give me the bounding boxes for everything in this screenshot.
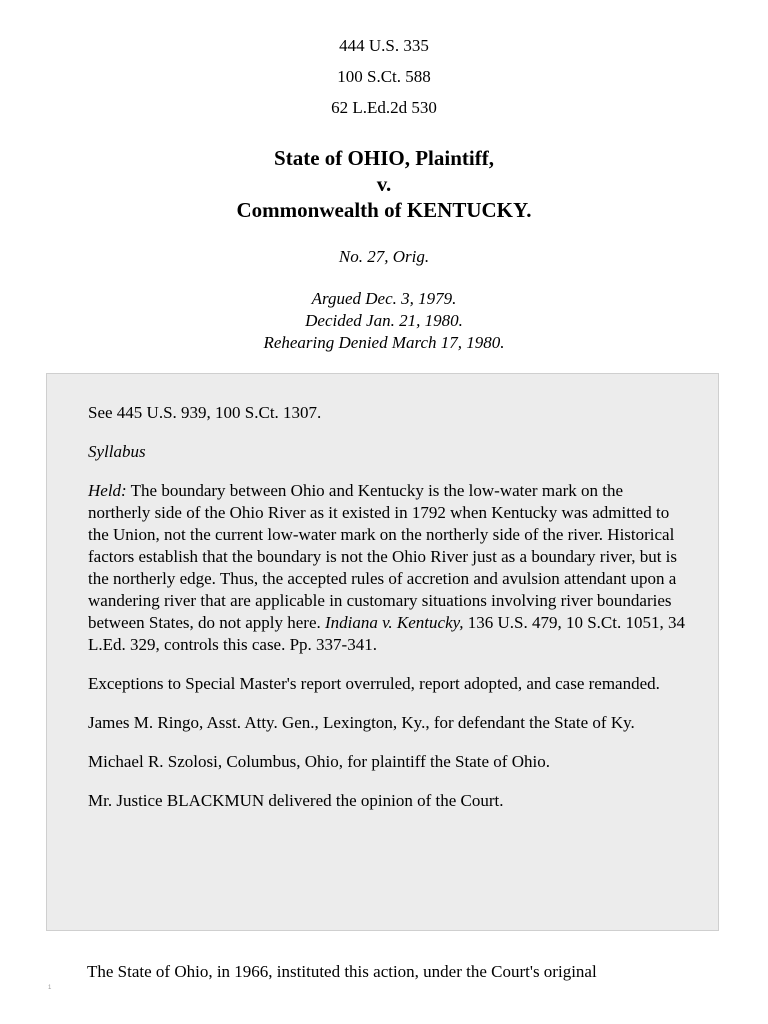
argued-date: Argued Dec. 3, 1979.: [311, 289, 457, 308]
case-title-versus: v.: [376, 172, 392, 196]
held-paragraph: [88, 480, 688, 656]
counsel-defendant: James M. Ringo, Asst. Atty. Gen., Lexington, Ky., for defendant the State of Ky.: [88, 713, 635, 732]
see-also-citation: See 445 U.S. 939, 100 S.Ct. 1307.: [88, 403, 322, 422]
held-label: Held:: [88, 481, 127, 500]
case-title-defendant: Commonwealth of KENTUCKY.: [236, 198, 532, 222]
disposition: Exceptions to Special Master's report overruled, report adopted, and case remanded.: [88, 674, 660, 693]
held-text: The boundary between Ohio and Kentucky is the low-water mark on the northerly side of the Ohio River as it existed in 1792 when Kentucky was admitted to the Union, not the current low-water mark on the northerly side of the river. Historical factors establish that the boundary is not the Ohio River just as a boundary river, but is the northerly edge. Thus, the accepted rules of accretion and avulsion attendant upon a wandering river that are applicable in customary situations involving river boundaries between States, do not apply here.: [88, 481, 678, 632]
held-case-rest: 136 U.S. 479, 10 S.Ct. 1051, 34 L.Ed. 329, controls this case. Pp. 337-341.: [88, 613, 685, 654]
counsel-plaintiff: Michael R. Szolosi, Columbus, Ohio, for plaintiff the State of Ohio.: [88, 752, 550, 771]
syllabus-heading: Syllabus: [88, 442, 146, 461]
citation-lawyers-edition: 62 L.Ed.2d 530: [331, 98, 437, 117]
opinion-first-line: The State of Ohio, in 1966, instituted this action, under the Court's original: [87, 962, 597, 981]
case-title-plaintiff: State of OHIO, Plaintiff,: [274, 146, 494, 170]
syllabus-box: [46, 373, 719, 931]
docket-number: No. 27, Orig.: [338, 247, 430, 266]
paragraph-marker: 1: [48, 985, 52, 991]
held-case-citation: Indiana v. Kentucky,: [325, 613, 464, 632]
syllabus-content: [88, 402, 688, 829]
citation-us-reports: 444 U.S. 335: [339, 36, 429, 55]
decided-date: Decided Jan. 21, 1980.: [305, 311, 463, 330]
rehearing-date: Rehearing Denied March 17, 1980.: [263, 333, 505, 352]
citation-supreme-court-reporter: 100 S.Ct. 588: [337, 67, 431, 86]
opinion-author: Mr. Justice BLACKMUN delivered the opinion of the Court.: [88, 791, 504, 810]
